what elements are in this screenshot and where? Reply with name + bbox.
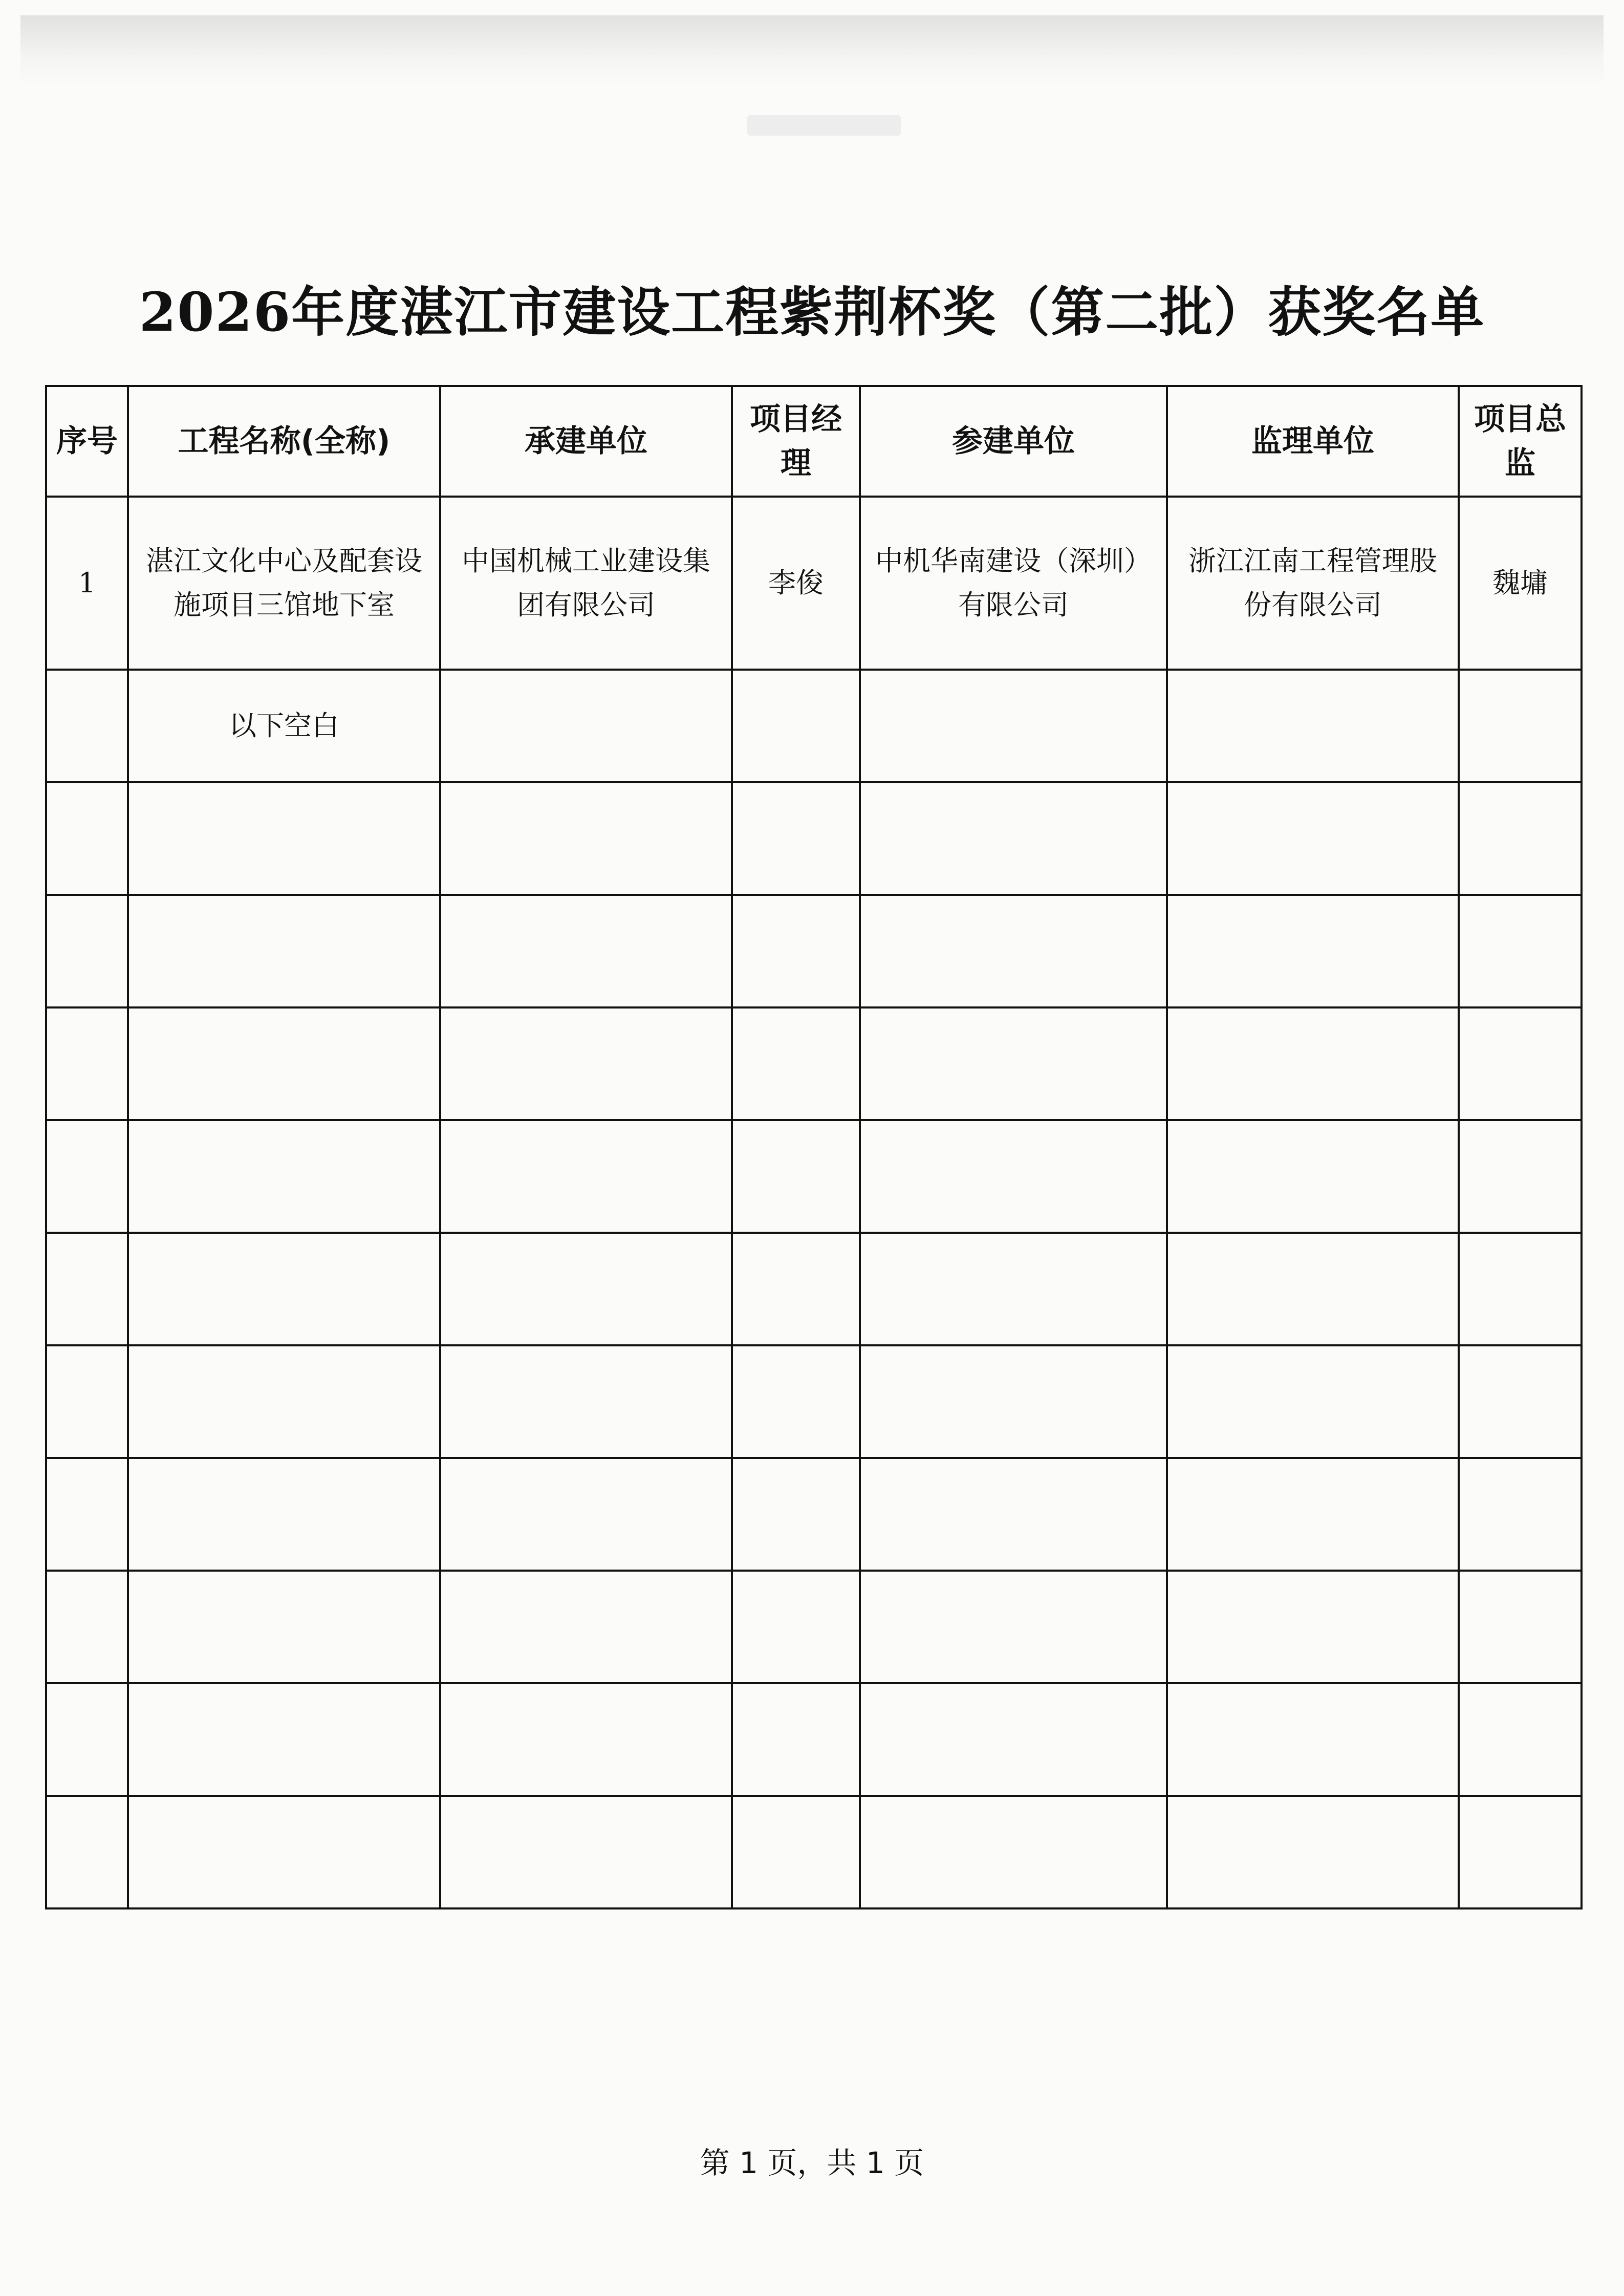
header-contractor: 承建单位 [440,386,732,497]
page-number-footer: 第 1 页，共 1 页 [700,2145,924,2180]
table-row-empty [46,1120,1582,1233]
cell-project-name: 湛江文化中心及配套设施项目三馆地下室 [128,497,440,670]
empty-cell [860,670,1167,782]
scan-shadow-band [20,15,1604,87]
header-project-manager: 项目经理 [732,386,860,497]
empty-cell [440,670,732,782]
table-row-empty [46,1458,1582,1571]
blank-note: 以下空白 [128,670,440,782]
cell-chief-supervisor: 魏墉 [1459,497,1582,670]
table-row-empty [46,1345,1582,1458]
header-project-name: 工程名称(全称) [128,386,440,497]
table-row-blank-note [46,670,1582,782]
cell-seq: 1 [46,497,128,670]
header-supervisor: 监理单位 [1167,386,1459,497]
cell-participant: 中机华南建设（深圳）有限公司 [860,497,1167,670]
header-participant: 参建单位 [860,386,1167,497]
empty-cell [732,670,860,782]
scan-faint-mark [747,115,901,136]
empty-cell [46,670,128,782]
table-row-empty [46,1683,1582,1796]
table-row-empty [46,1796,1582,1908]
table-row-empty [46,1233,1582,1345]
empty-cell [1167,670,1459,782]
table-row-empty [46,782,1582,895]
table-row-empty [46,1007,1582,1120]
cell-project-manager: 李俊 [732,497,860,670]
table-row [46,497,1582,670]
page-title: 2026年度湛江市建设工程紫荆杯奖（第二批）获奖名单 [139,281,1485,344]
cell-contractor: 中国机械工业建设集团有限公司 [440,497,732,670]
header-chief-supervisor: 项目总监 [1459,386,1582,497]
header-seq: 序号 [46,386,128,497]
award-list-table [45,385,1583,1909]
empty-cell [1459,670,1582,782]
table-row-empty [46,895,1582,1007]
table-header-row [46,386,1582,497]
table-row-empty [46,1571,1582,1683]
cell-supervisor: 浙江江南工程管理股份有限公司 [1167,497,1459,670]
